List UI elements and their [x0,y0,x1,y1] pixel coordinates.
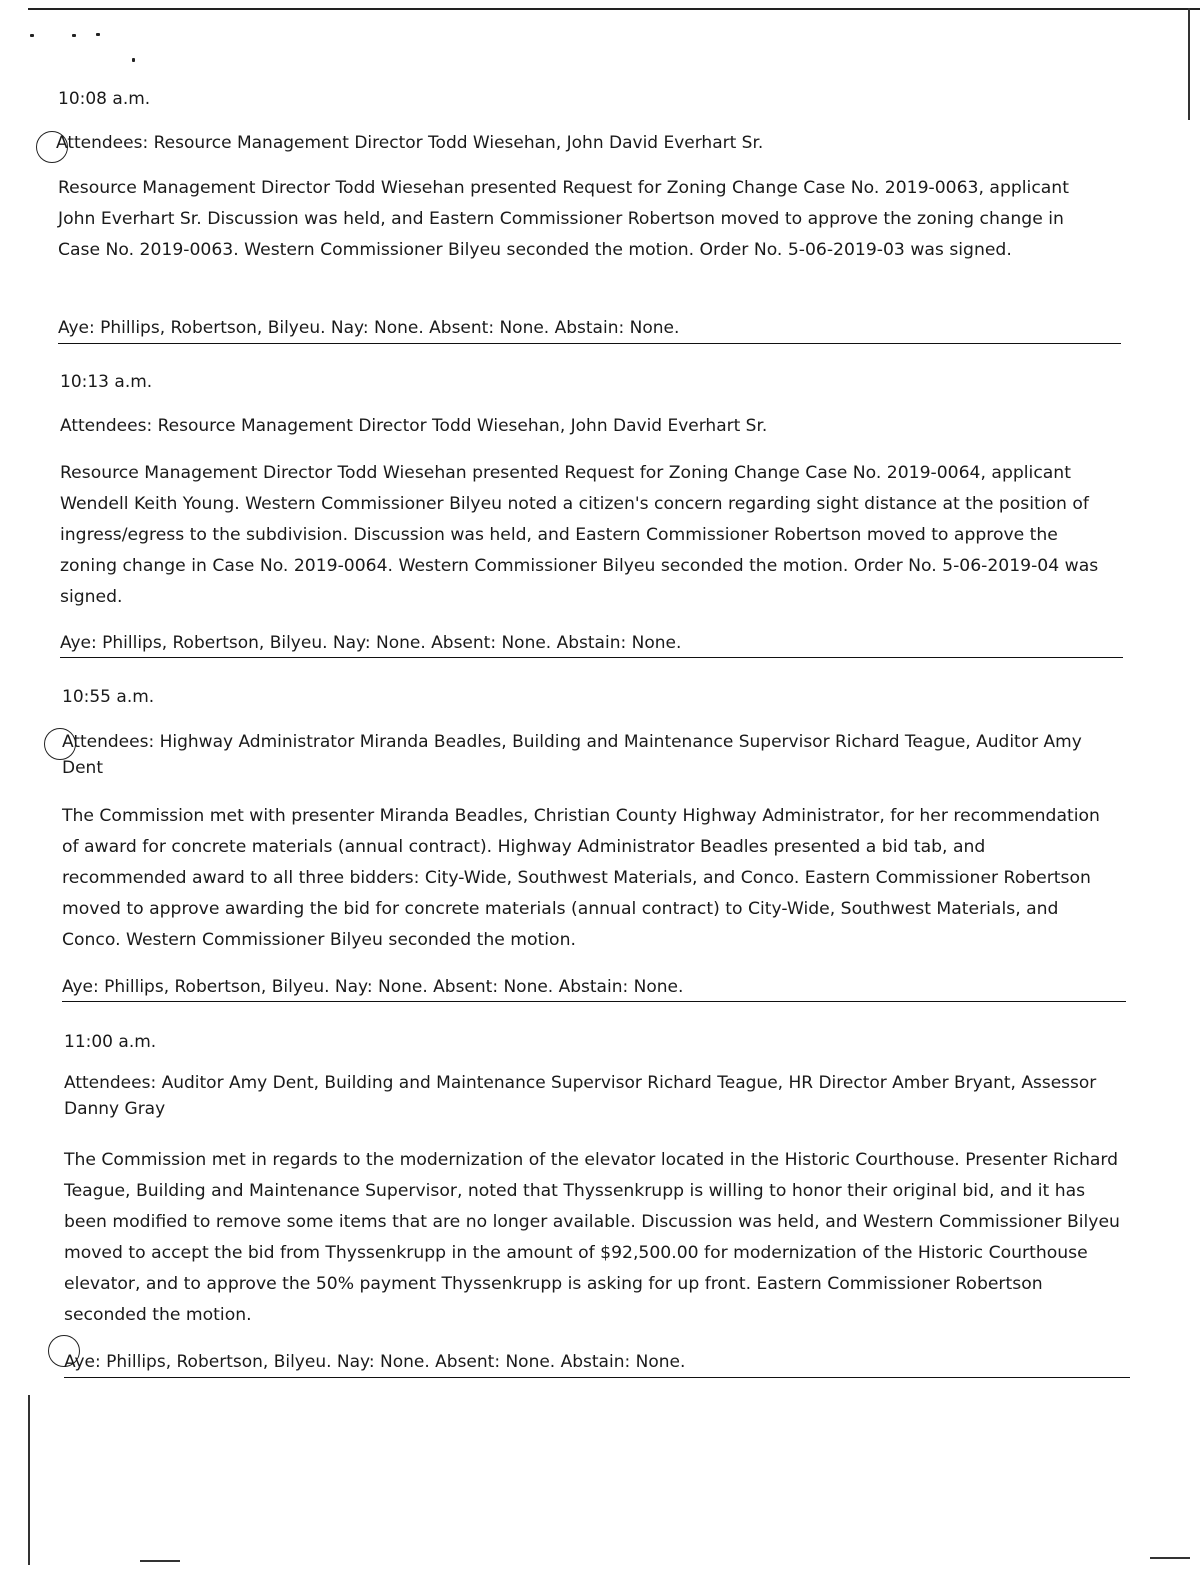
scan-border-left [28,1395,30,1565]
entry-body: Resource Management Director Todd Wiesehan presented Request for Zoning Change Case No. 2019-0063, applicant John Everhart Sr. Discussion was held, and Eastern Commissioner Robertson moved to approve the zoning change in Case No. 2019-0063. Western Commissioner Bilyeu seconded the motion. Order No. 5-06-2019-03 was signed. [58,178,1069,260]
entry-divider [62,1001,1126,1002]
scan-speck [132,58,135,62]
entry-attendees: Attendees: Highway Administrator Miranda Beadles, Building and Maintenance Supervisor Richard Teague, Auditor Amy Dent [62,732,1082,778]
entry-body: Resource Management Director Todd Wiesehan presented Request for Zoning Change Case No. 2019-0064, applicant Wendell Keith Young. Western Commissioner Bilyeu noted a citizen's concern regarding sight distance at the position of ingress/egress to the subdivision. Discussion was held, and Eastern Commissioner Robertson moved to approve the zoning change in Case No. 2019-0064. Western Commissioner Bilyeu seconded the motion. Order No. 5-06-2019-04 was signed. [60,463,1099,607]
entry-divider [58,343,1121,344]
entry-body: The Commission met with presenter Miranda Beadles, Christian County Highway Administrator, for her recommendation of award for concrete materials (annual contract). Highway Administrator Beadles presented a bid tab, and recommended award to all three bidders: City-Wide, Southwest Materials, and Conco. Eastern Commissioner Robertson moved to approve awarding the bid for concrete materials (annual contract) to City-Wide, Southwest Materials, and Conco. Western Commissioner Bilyeu seconded the motion. [62,806,1100,950]
scan-border-right [1188,8,1190,120]
entry-vote: Aye: Phillips, Robertson, Bilyeu. Nay: None. Absent: None. Abstain: None. [64,1352,686,1372]
entry-body: The Commission met in regards to the modernization of the elevator located in the Historic Courthouse. Presenter Richard Teague, Building and Maintenance Supervisor, noted that Thyssenkrupp is willing to honor their original bid, and it has been modified to remove some items that are no longer available. Discussion was held, and Western Commissioner Bilyeu moved to accept the bid from Thyssenkrupp in the amount of $92,500.00 for modernization of the Historic Courthouse elevator, and to approve the 50% payment Thyssenkrupp is asking for up front. Eastern Commissioner Robertson seconded the motion. [64,1150,1120,1325]
entry-time: 10:55 a.m. [62,687,155,707]
entry-time: 11:00 a.m. [64,1032,157,1052]
entry-time: 10:08 a.m. [58,89,151,109]
entry-vote: Aye: Phillips, Robertson, Bilyeu. Nay: None. Absent: None. Abstain: None. [58,318,680,338]
scan-mark-bottom-right [1150,1557,1190,1559]
scan-mark-bottom-left [140,1560,180,1562]
entry-time: 10:13 a.m. [60,372,153,392]
entry-vote: Aye: Phillips, Robertson, Bilyeu. Nay: None. Absent: None. Abstain: None. [60,633,682,653]
scan-speck [72,34,76,37]
entry-divider [60,657,1123,658]
entry-attendees: Attendees: Auditor Amy Dent, Building and Maintenance Supervisor Richard Teague, HR Director Amber Bryant, Assessor Danny Gray [64,1073,1097,1119]
entry-attendees: Attendees: Resource Management Director Todd Wiesehan, John David Everhart Sr. [56,133,764,153]
scan-speck [96,33,100,36]
entry-attendees: Attendees: Resource Management Director Todd Wiesehan, John David Everhart Sr. [60,416,768,436]
entry-vote: Aye: Phillips, Robertson, Bilyeu. Nay: None. Absent: None. Abstain: None. [62,977,684,997]
entry-divider [64,1377,1130,1378]
scan-border-top [28,8,1200,10]
scan-speck [30,34,34,37]
